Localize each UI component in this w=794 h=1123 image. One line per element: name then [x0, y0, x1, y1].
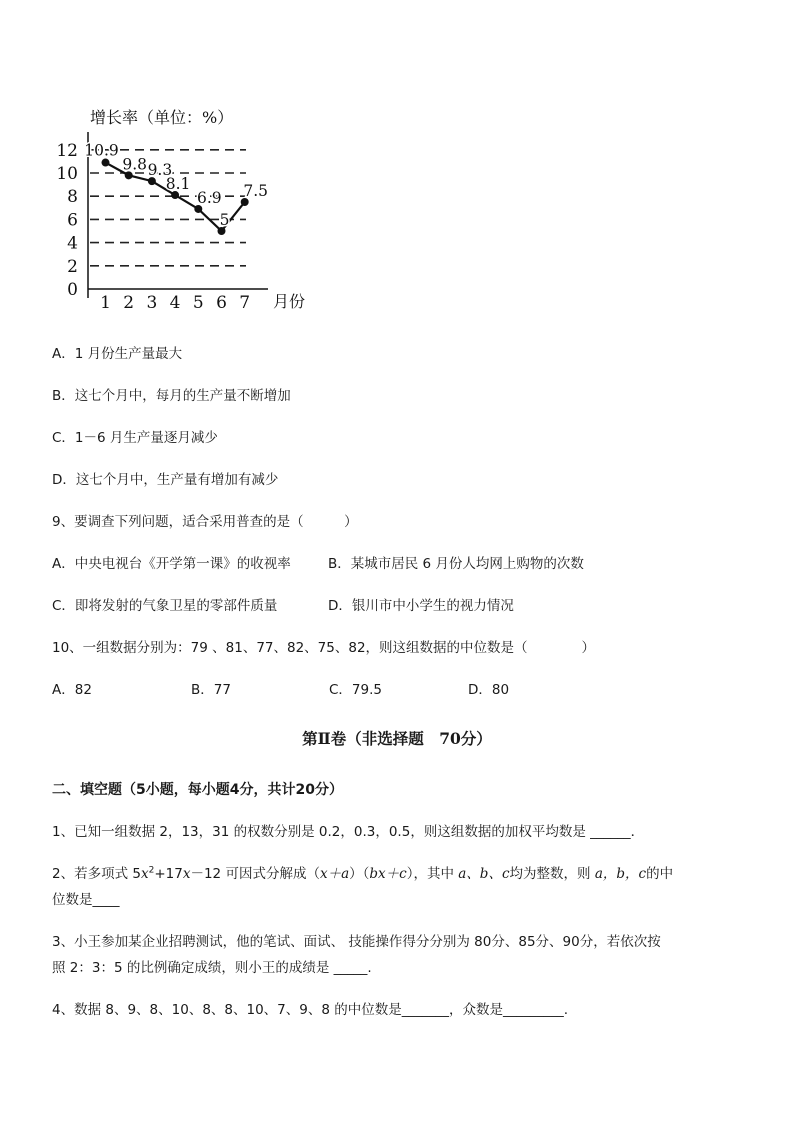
q10-option-a: A．82: [52, 682, 92, 698]
data-label-month-4: 8.1: [165, 175, 191, 194]
fill-q1: 1、已知一组数据 2，13，31 的权数分别是 0.2，0.3，0.5，则这组数据的加权平均数是 ______．: [52, 824, 645, 840]
y-tick-6: 6: [67, 210, 78, 231]
q2-text-e: ）（: [349, 866, 370, 882]
q2-factor-2: bx＋c: [369, 866, 407, 882]
q10-stem: 10、一组数据分别为：79 、81、77、82、75、82，则这组数据的中位数是（ ）: [52, 640, 596, 656]
q2-text-b: +17: [154, 866, 183, 882]
y-tick-10: 10: [56, 164, 78, 184]
x-tick-labels: [100, 293, 250, 313]
q2-factor-1: x＋a: [319, 866, 350, 882]
x-tick-2: 2: [123, 293, 135, 313]
q10-option-d: D．80: [468, 682, 510, 698]
fill-q3-line2: 照 2：3：5 的比例确定成绩，则小王的成绩是 _____.: [52, 960, 372, 976]
q8-option-d: D．这七个月中，生产量有增加有减少: [52, 472, 279, 488]
x-tick-5: 5: [192, 293, 204, 313]
q2-text-c: －12 可因式分解成（: [190, 866, 320, 882]
data-label-month-7: 7.5: [243, 182, 269, 200]
section-title: 第Ⅱ卷（非选择题 70分）: [302, 729, 492, 748]
q9-option-b: B．某城市居民 6 月份人均网上购物的次数: [328, 556, 584, 572]
x-tick-1: 1: [100, 293, 111, 313]
q2-text-a: 2、若多项式 5: [52, 866, 141, 882]
q10-options: [52, 681, 752, 771]
data-label-month-2: 9.8: [122, 155, 148, 174]
q2-text-g: ），其中: [406, 866, 459, 882]
data-label-month-3: 9.3: [147, 161, 173, 180]
q2-var-x: x: [140, 866, 149, 882]
q9-option-a: A．中央电视台《开学第一课》的收视率: [52, 556, 291, 572]
y-tick-4: 4: [67, 233, 78, 254]
q9-option-c: C．即将发射的气象卫星的零部件质量: [52, 598, 278, 614]
q8-option-b: B．这七个月中，每月的生产量不断增加: [52, 388, 291, 404]
y-tick-8: 8: [67, 187, 78, 208]
q10-option-c: C．79.5: [329, 682, 382, 698]
q2-vars-abc-2: a，b，c: [594, 866, 647, 882]
fill-q2-line2: 位数是____: [52, 892, 120, 908]
q9-option-d: D．银川市中小学生的视力情况: [328, 598, 514, 614]
x-tick-4: 4: [169, 293, 181, 313]
data-label-month-1: 10.9: [84, 141, 119, 160]
x-tick-7: 7: [239, 293, 251, 313]
q2-vars-abc: a、b、c: [458, 866, 510, 882]
y-tick-2: 2: [67, 256, 78, 277]
fill-q4: 4、数据 8、9、8、10、8、8、10、7、9、8 的中位数是_______，众数是_________.: [52, 1002, 569, 1018]
x-tick-3: 3: [146, 293, 158, 313]
y-tick-12: 12: [56, 140, 78, 161]
y-tick-labels: [56, 141, 78, 300]
q8-option-a: A．1 月份生产量最大: [52, 346, 183, 362]
fill-q2-line1: [52, 865, 673, 883]
q2-var-x2: x: [182, 866, 191, 882]
x-axis-label: 月份: [273, 292, 306, 311]
q2-exponent: 2: [148, 865, 155, 876]
q2-text-k: 的中: [646, 866, 674, 882]
data-point-month-1: [102, 159, 110, 167]
growth-rate-line-chart: [58, 100, 328, 318]
q9-stem: 9、要调查下列问题，适合采用普查的是（ ）: [52, 514, 358, 530]
data-labels: [84, 142, 268, 229]
x-tick-6: 6: [216, 293, 227, 313]
data-label-month-6: 5: [219, 211, 230, 229]
section-heading: 二、填空题（5小题，每小题4分，共计20分）: [52, 782, 343, 798]
q10-option-b: B．77: [191, 682, 231, 698]
y-tick-0: 0: [67, 280, 78, 300]
chart-title: 增长率（单位：%）: [90, 108, 234, 127]
fill-q3-line1: 3、小王参加某企业招聘测试，他的笔试、面试、 技能操作得分分别为 80分、85分、90分，若依次按: [52, 934, 661, 950]
data-label-month-5: 6.9: [196, 188, 222, 207]
q8-option-c: C．1－6 月生产量逐月减少: [52, 430, 218, 446]
q2-text-i: 均为整数，则: [509, 866, 595, 882]
